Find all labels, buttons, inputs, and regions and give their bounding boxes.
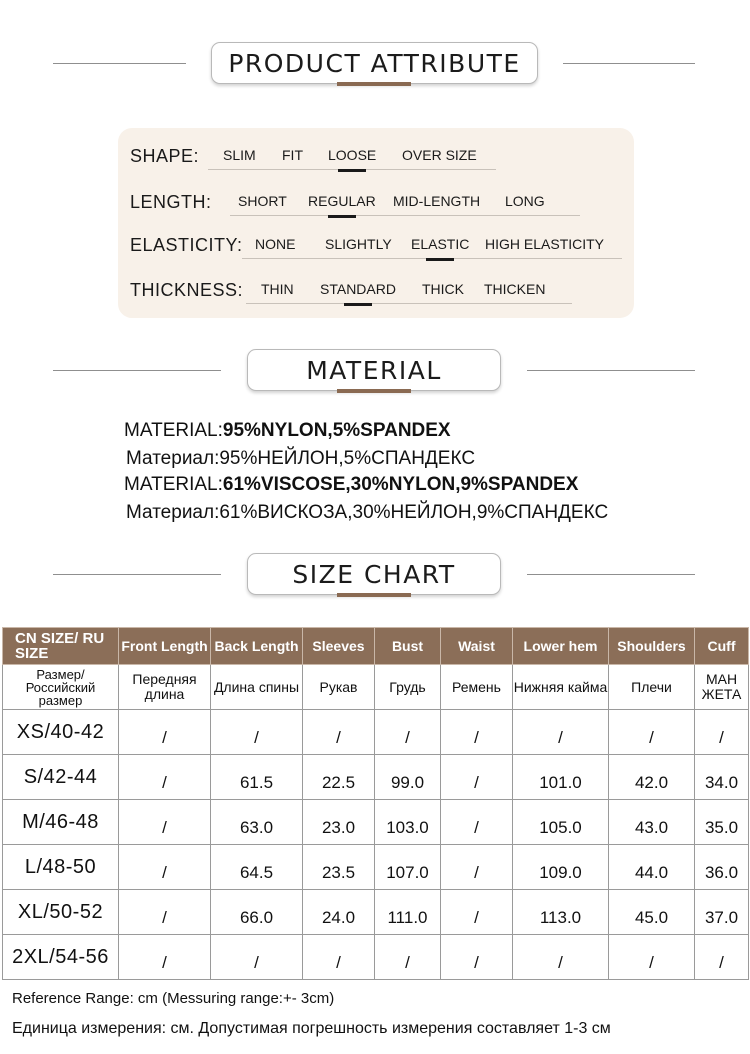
table-cell: 44.0 [609, 845, 695, 890]
table-cell: / [441, 890, 513, 935]
table-cell: 66.0 [211, 890, 303, 935]
table-cell: 22.5 [303, 755, 375, 800]
option-fit: FIT [282, 147, 303, 163]
table-cell: / [513, 710, 609, 755]
table-cell: 35.0 [695, 800, 749, 845]
option-short: SHORT [238, 193, 287, 209]
row-underline [246, 303, 572, 304]
column-header-ru: Ремень [441, 665, 513, 710]
table-cell: 23.0 [303, 800, 375, 845]
size-cell: 2XL/54-56 [3, 935, 119, 980]
table-cell: 105.0 [513, 800, 609, 845]
divider-right [527, 370, 695, 371]
column-header-back-length: Back Length [211, 628, 303, 665]
table-cell: / [609, 935, 695, 980]
table-cell: / [609, 710, 695, 755]
heading-pill [211, 42, 538, 84]
reference-range-note-ru: Единица измерения: см. Допустимая погрешность измерения составляет 1-3 см [12, 1020, 611, 1037]
heading-pill [247, 349, 501, 391]
heading-accent-bar [337, 82, 411, 86]
column-header-ru: Длина спины [211, 665, 303, 710]
table-cell: 45.0 [609, 890, 695, 935]
column-header-ru: Нижняя кайма [513, 665, 609, 710]
option-regular-selected: REGULAR [308, 193, 376, 209]
table-cell: / [441, 710, 513, 755]
material-line-en-2 [124, 474, 578, 496]
table-cell: / [441, 800, 513, 845]
column-header-size: CN SIZE/ RU SIZE [3, 628, 119, 665]
divider-right [527, 574, 695, 575]
material-line-en-1 [124, 420, 451, 442]
column-header-ru: Размер/ Российский размер [3, 665, 119, 710]
option-high-elasticity: HIGH ELASTICITY [485, 236, 605, 252]
size-cell: L/48-50 [3, 845, 119, 890]
table-cell: / [119, 800, 211, 845]
attribute-label: ELASTICITY: [130, 235, 243, 255]
option-standard-selected: STANDARD [320, 281, 396, 297]
option-mid-length: MID-LENGTH [393, 193, 481, 209]
table-cell: 43.0 [609, 800, 695, 845]
table-cell: / [695, 935, 749, 980]
table-cell: / [375, 710, 441, 755]
table-cell: 23.5 [303, 845, 375, 890]
table-row [3, 890, 749, 935]
table-cell: 113.0 [513, 890, 609, 935]
table-cell: / [119, 935, 211, 980]
table-row [3, 800, 749, 845]
table-row [3, 755, 749, 800]
attribute-label: SHAPE: [130, 146, 200, 166]
table-cell: / [303, 710, 375, 755]
option-loose-selected: LOOSE [328, 147, 377, 163]
table-cell: / [513, 935, 609, 980]
section-heading-size-chart [0, 553, 750, 605]
column-header-cuff: Cuff [695, 628, 749, 665]
option-thick: THICK [422, 281, 464, 297]
row-underline [230, 215, 580, 216]
reference-range-note-en: Reference Range: cm (Messuring range:+- 3cm) [12, 990, 335, 1007]
table-cell: / [695, 710, 749, 755]
divider-right [563, 63, 695, 64]
attribute-label: LENGTH: [130, 192, 212, 212]
material-label: MATERIAL: [124, 474, 223, 495]
heading-pill [247, 553, 501, 595]
option-elastic-selected: ELASTIC [411, 236, 470, 252]
table-cell: / [119, 845, 211, 890]
table-cell: 42.0 [609, 755, 695, 800]
table-cell: / [211, 710, 303, 755]
heading-text: SIZE CHART [292, 559, 456, 589]
column-header-ru: Рукав [303, 665, 375, 710]
size-cell: XS/40-42 [3, 710, 119, 755]
material-label: MATERIAL: [124, 420, 223, 441]
column-header-bust: Bust [375, 628, 441, 665]
heading-text: MATERIAL [306, 355, 442, 385]
option-slightly: SLIGHTLY [325, 236, 392, 252]
table-header-row-ru [3, 665, 749, 710]
heading-accent-bar [337, 593, 411, 597]
attribute-label: THICKNESS: [130, 280, 244, 300]
column-header-front-length: Front Length [119, 628, 211, 665]
column-header-ru: Плечи [609, 665, 695, 710]
table-cell: / [119, 755, 211, 800]
option-slim: SLIM [223, 147, 256, 163]
table-cell: 37.0 [695, 890, 749, 935]
option-none: NONE [255, 236, 296, 252]
material-label: Материал: [126, 448, 220, 469]
column-header-lower-hem: Lower hem [513, 628, 609, 665]
size-cell: M/46-48 [3, 800, 119, 845]
column-header-ru: Передняя длина [119, 665, 211, 710]
column-header-shoulders: Shoulders [609, 628, 695, 665]
column-header-ru: Грудь [375, 665, 441, 710]
material-value: 61%VISCOSE,30%NYLON,9%SPANDEX [222, 474, 579, 495]
divider-left [53, 63, 186, 64]
table-cell: 107.0 [375, 845, 441, 890]
table-row [3, 935, 749, 980]
table-cell: 61.5 [211, 755, 303, 800]
table-cell: / [211, 935, 303, 980]
table-cell: / [119, 710, 211, 755]
attribute-panel [118, 128, 634, 318]
heading-text: PRODUCT ATTRIBUTE [228, 48, 521, 78]
table-cell: 64.5 [211, 845, 303, 890]
divider-left [53, 370, 221, 371]
size-cell: S/42-44 [3, 755, 119, 800]
table-cell: 109.0 [513, 845, 609, 890]
table-cell: / [303, 935, 375, 980]
table-cell: 63.0 [211, 800, 303, 845]
table-header-row-en [3, 628, 749, 665]
material-line-ru-1 [126, 448, 475, 470]
option-thicken: THICKEN [484, 281, 546, 297]
section-heading-material [0, 349, 750, 401]
table-cell: 24.0 [303, 890, 375, 935]
material-line-ru-2 [126, 502, 608, 524]
table-cell: 111.0 [375, 890, 441, 935]
table-cell: 34.0 [695, 755, 749, 800]
table-row [3, 845, 749, 890]
column-header-waist: Waist [441, 628, 513, 665]
table-cell: / [119, 890, 211, 935]
option-over-size: OVER SIZE [402, 147, 477, 163]
material-label: Материал: [126, 502, 220, 523]
table-cell: / [441, 935, 513, 980]
table-cell: 36.0 [695, 845, 749, 890]
column-header-sleeves: Sleeves [303, 628, 375, 665]
table-cell: 99.0 [375, 755, 441, 800]
divider-left [53, 574, 221, 575]
option-long: LONG [505, 193, 545, 209]
material-value: 95%НЕЙЛОН,5%СПАНДЕКС [219, 448, 476, 469]
table-cell: / [441, 755, 513, 800]
size-cell: XL/50-52 [3, 890, 119, 935]
size-chart-table [2, 627, 749, 980]
table-cell: / [441, 845, 513, 890]
option-thin: THIN [261, 281, 294, 297]
material-value: 61%ВИСКОЗА,30%НЕЙЛОН,9%СПАНДЕКС [219, 502, 609, 523]
section-heading-product-attribute [0, 42, 750, 94]
table-cell: 103.0 [375, 800, 441, 845]
material-value: 95%NYLON,5%SPANDEX [222, 420, 451, 441]
table-row [3, 710, 749, 755]
heading-accent-bar [337, 389, 411, 393]
column-header-ru: МАН ЖЕТА [695, 665, 749, 710]
table-cell: / [375, 935, 441, 980]
table-cell: 101.0 [513, 755, 609, 800]
